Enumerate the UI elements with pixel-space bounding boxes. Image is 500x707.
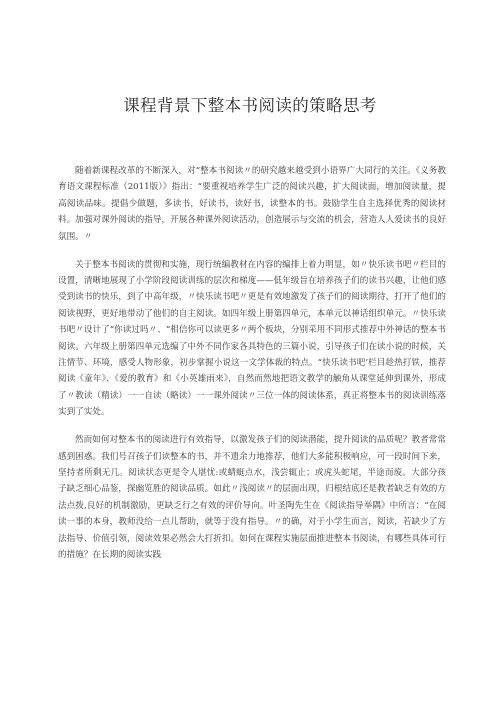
paragraph: 然而如何对整本书的阅读进行有效指导，以激发孩子们的阅读潜能，提升阅读的品质呢？教者常常感到困惑。我们号召孩子们读整本的书，并不遗余力地推荐，他们大多能积极响应，可一段时间下来，坚持者所剩无几。阅读状态更是令人堪忧:或蜻蜓点水，浅尝辄止；或虎头蛇尾，半途而废。大部分孩子缺乏细心品鉴，探幽览胜的阅读品质。如此〃浅阅读〃的层面出现，归根结底还是教者缺乏有效的方法点拨,良好的机制激励，更缺乏行之有效的评价导向。叶圣陶先生在《阅读指导举隅》中所言：“在阅读一事的本身，教师没给一点儿帮助，就等于没有指导。〃的确，对于小学生而言，阅读，若缺少了方法指导、价值引领，阅读效果必然会大打折扣。如何在课程实施层面推进整本书阅读，有哪些具体可行的措施？在长期的阅读实践 xyxy=(58,435,446,560)
document-title: 课程背景下整本书阅读的策略思考 xyxy=(123,96,377,115)
paragraph: 关于整本书阅读的贯彻和实施，现行统编教材在内容的编排上着力明显，如〃快乐读书吧〃栏目的设置，清晰地展现了小学阶段阅读训练的层次和梯度——低年级旨在培养孩子们的读书兴趣，让他们感受到读书的快乐，到了中高年级，〃快乐读书吧〃更是有效地激发了孩子们的阅读期待，打开了他们的阅读视野，更好地带动了他们的自主阅读。如四年级上册第四单元，本单元以神话组织单元。〃快乐读书吧〃设计了“你读过吗〃、“相信你可以读更多〃两个板块，分别采用不同形式推荐中外神话的整本书阅读。六年级上册第四单元选编了中外不同作家各具特色的三篇小说，引导孩子们在读小说的时候，关注情节、环境，感受人物形象，初步掌握小说这一文学体裁的特点。“快乐读书吧’栏目趁热打铁，推荐阅读《童年》、《爱的教育》和《小英雄雨来》，自然而然地把语文教学的触角从课堂延伸到课外，形成了〃教读（精读）一一自读（略读）一一课外阅读〃三位一体的阅读体系，真正将整本书的阅读训练落实到了实处。 xyxy=(58,259,446,418)
document-body xyxy=(58,163,446,563)
paragraph: 随着新课程改革的不断深入，对“整本书阅读〃的研究越来越受到小语界广大同行的关注。《义务教育语文课程标准（2011版）》指出：“要重视培养学生广泛的阅读兴趣，扩大阅读面，增加阅读量，提高阅读品味。提倡少做题，多读书，好读书，读好书，读整本的书。鼓励学生自主选择优秀的阅读材料。加强对课外阅读的指导，开展各种课外阅读活动，创造展示与交流的机会，营造人人爱读书的良好氛围。〃 xyxy=(58,166,446,242)
